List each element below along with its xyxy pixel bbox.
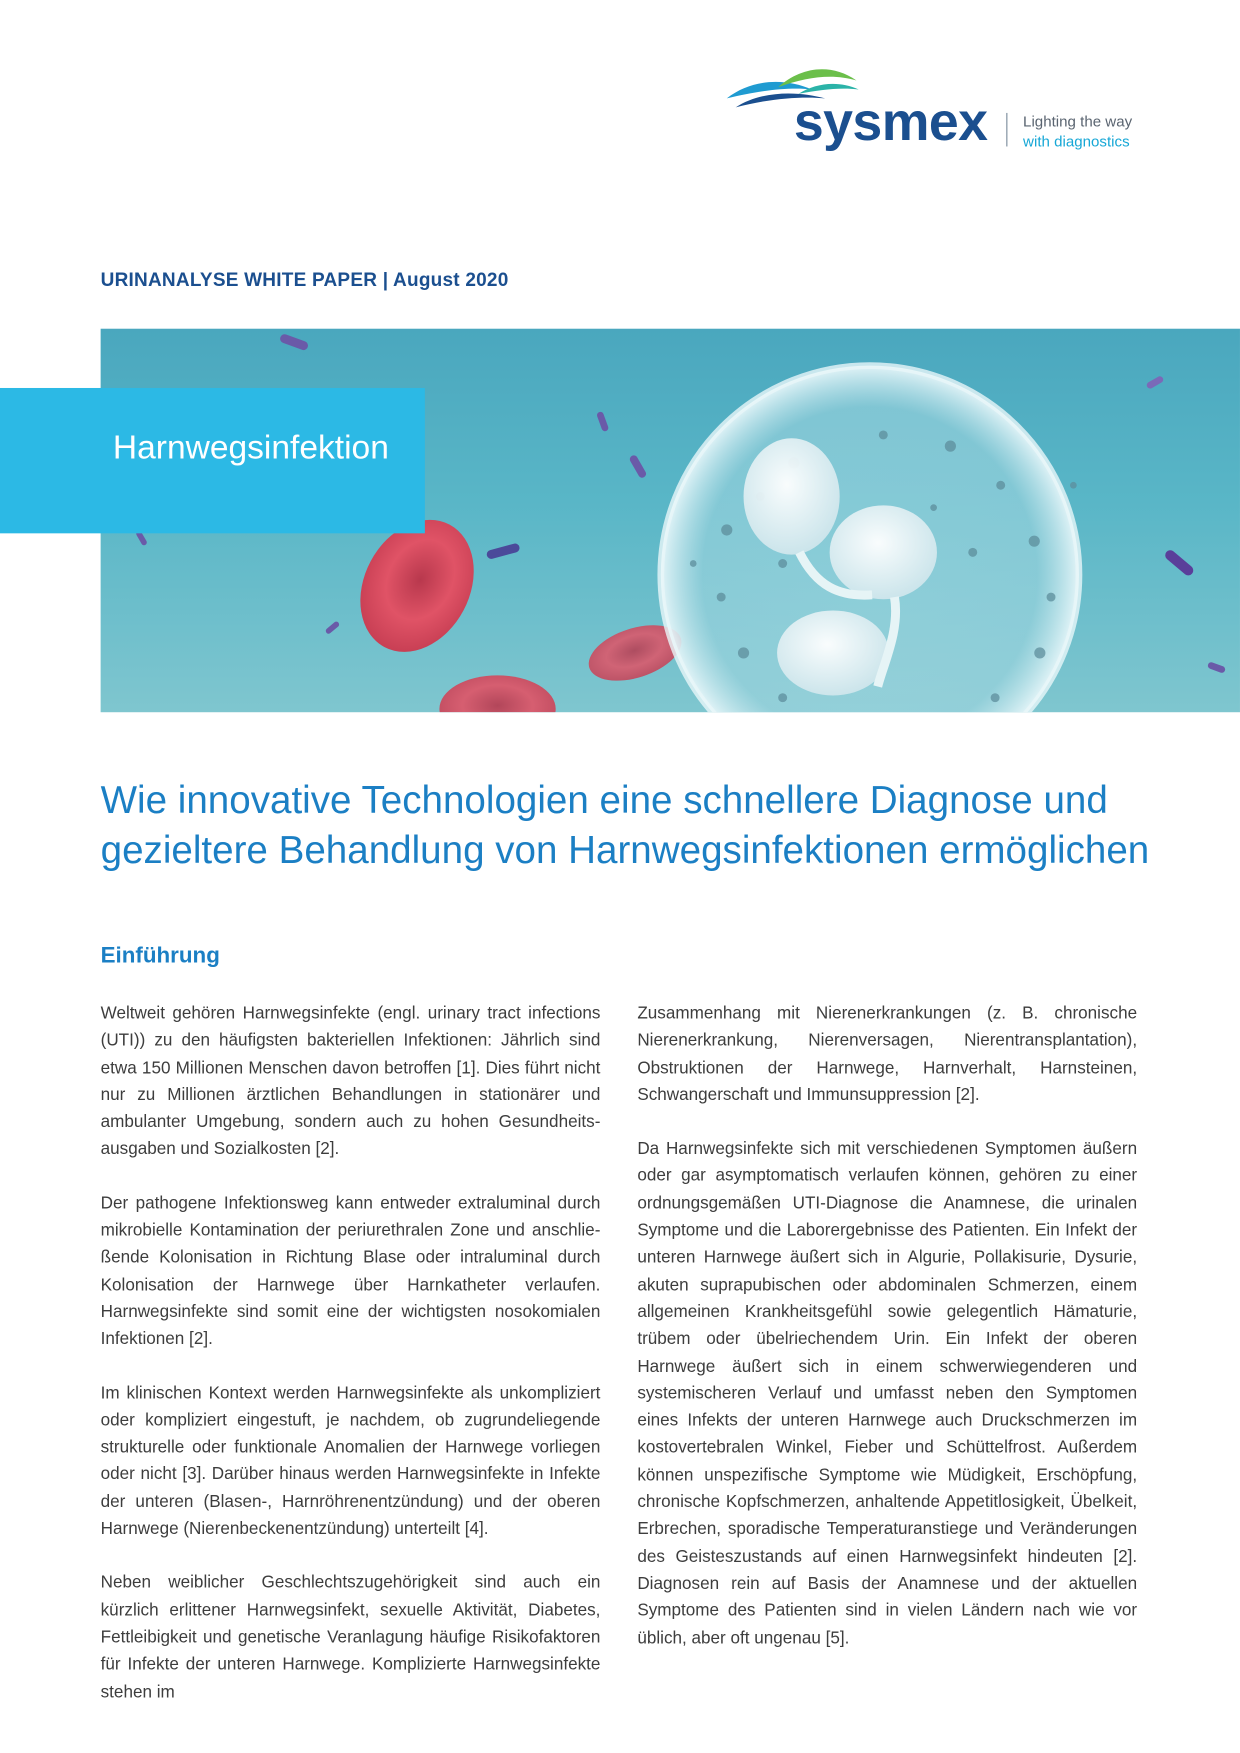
section-heading: Einführung [100,943,220,969]
page-title: Wie innovative Technologien eine schnellere Diagnose und gezieltere Behandlung von Harnwegsinfektionen ermöglichen [100,779,1150,873]
tagline-line-2: with diagnostics [1023,133,1130,150]
paragraph: Zusammenhang mit Nierenerkrankungen (z. B. chronische Nierenerkrankung, Nierenversagen, Nierentransplantation), Obstruktionen der Harnwege, Harnverhalt, Harnsteinen, Schwangerschaft und Immunsuppression [2]. [637,1004,1138,1105]
topic-label: Harnwegsinfektion [112,429,389,467]
paragraph: Im klinischen Kontext werden Harnwegsinfekte als unkompliziert oder kompliziert eingestuft, je nachdem, ob zugrundeliegende strukturelle oder funktionale Anomalien der Harnwege vorliegen oder nicht [3]. Darüber hinaus werden Harnwegsinfekte in Infekte der unteren (Blasen-, Harnröhrenentzündung) und der oberen Harnwege (Nierenbeckenentzündung) unterteilt [4]. [100,1383,601,1539]
text-column-right [637,1001,1137,1679]
paragraph: Da Harnwegsinfekte sich mit verschiedenen Symptomen äußern oder gar asymptomatisch verlaufen können, gehören zu einer ordnungsgemäßen UTI-Diagnose die Anamnese, die urinalen Symptome und die Laborergebnisse des Patienten. Ein Infekt der unteren Harnwege äußert sich in Algurie, Pollakisurie, Dysurie, akuten suprapubischen oder abdominalen Schmerzen, einem allgemeinen Krankheitsgefühl sowie gelegentlich Hämaturie, trübem oder übelriechendem Urin. Ein Infekt der oberen Harnwege äußert sich in einem schwerwiegenderen und systemischeren Verlauf und umfasst neben den Symptomen eines Infekts der unteren Harnwege auch Druckschmerzen im kostovertebralen Winkel, Fieber und Schüttelfrost. Außerdem können unspezifische Symptome wie Müdigkeit, Erschöpfung, chronische Kopfschmerzen, anhaltende Appetitlosigkeit, Übelkeit, Erbrechen, sporadische Temperaturanstiege und Veränderungen des Geisteszustands auf einen Harnwegsinfekt hindeuten [2]. Diagnosen rein auf Basis der Anamnese und der aktuellen Symptome des Patienten sind in vielen Ländern nach wie vor üblich, aber oft ungenau [5]. [637,1139,1138,1648]
paragraph: Neben weiblicher Geschlechtszugehörigkeit sind auch ein kürzlich erlittener Harnwegsinfekt, sexuelle Aktivität, Diabetes, Fettleibigkeit und genetische Veranlagung häufige Risikofaktoren für Infekte der unteren Harnwege. Komplizierte Harnwegsinfekte stehen im [100,1573,601,1702]
text-column-left [101,1001,601,1733]
paragraph: Der pathogene Infektionsweg kann entweder extraluminal durch mikrobielle Kontamination der periurethralen Zone und anschließende Kolonisation in Richtung Blase oder intraluminal durch Kolonisation der Harnwege über Harnkatheter verlaufen. Harnwegsinfekte sind somit eine der wichtigsten nosokomialen Infektionen [2]. [100,1193,601,1349]
paragraph: Weltweit gehören Harnwegsinfekte (engl. urinary tract infections (UTI)) zu den häufigsten bakteriellen Infektionen: Jährlich sind etwa 150 Millionen Menschen davon betroffen [1]. Dies führt nicht nur zu Millionen ärztlichen Behandlungen in stationärer und ambulanter Umgebung, sondern auch zu hohen Gesundheitsausgaben und Sozialkosten [2]. [100,1004,601,1159]
sysmex-logo [725,65,1150,154]
brand-wordmark: sysmex [793,92,988,153]
logo-divider [1006,113,1007,147]
document-label: URINANALYSE WHITE PAPER | August 2020 [100,269,509,291]
tagline-line-1: Lighting the way [1023,112,1133,130]
